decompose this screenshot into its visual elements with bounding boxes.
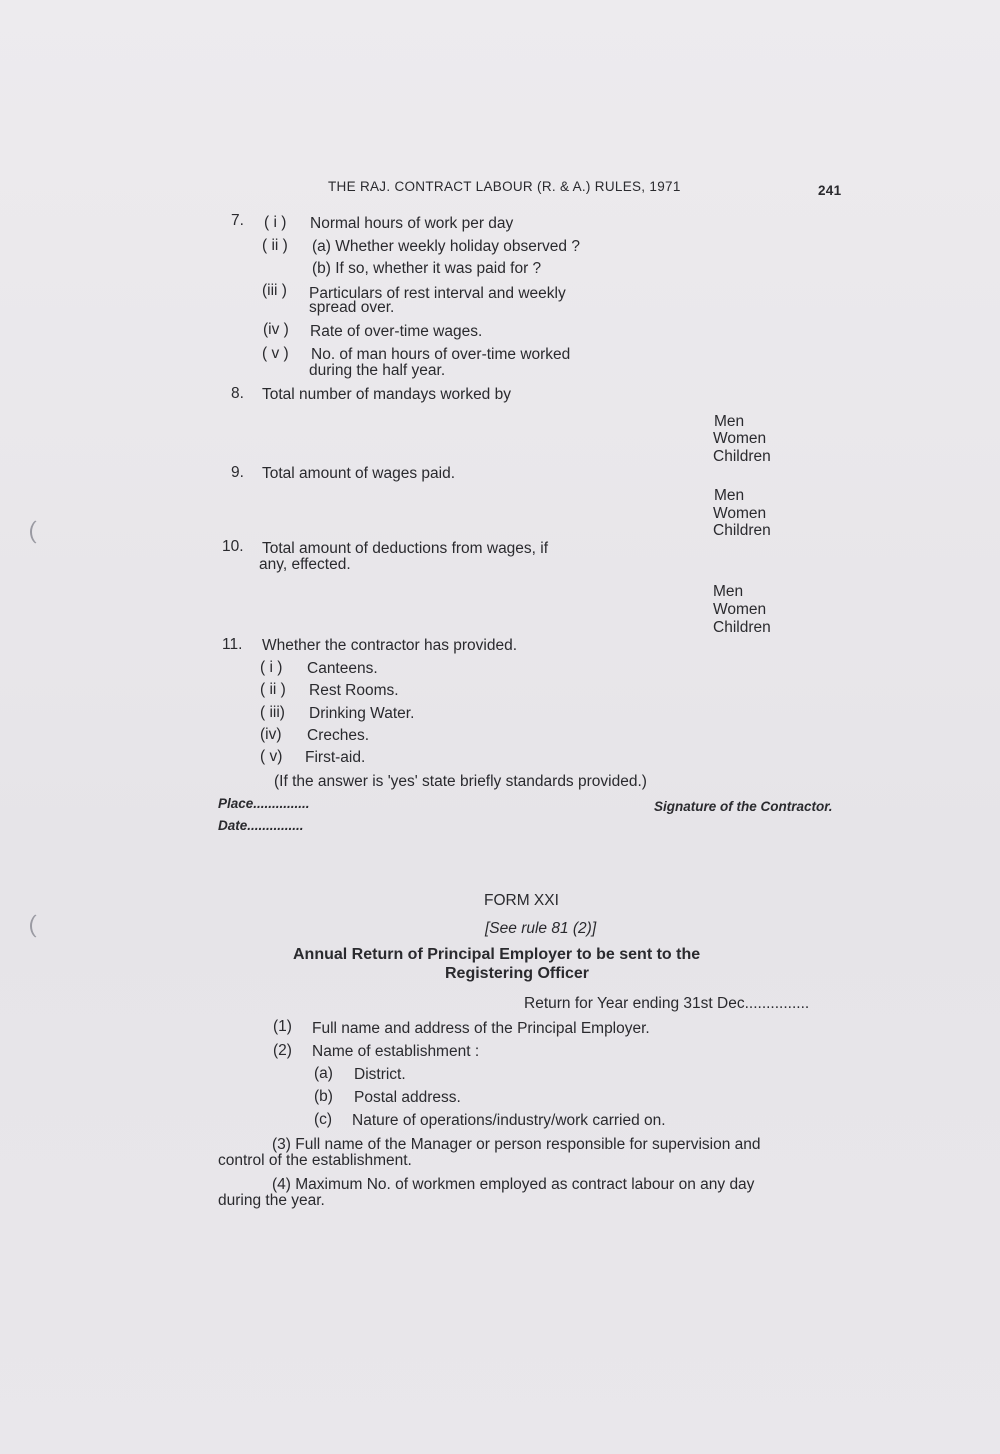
item-11-number: 11.: [222, 636, 243, 653]
item-7-iv-mark: (iv ): [263, 321, 289, 338]
item-7-number: 7.: [231, 212, 244, 229]
item-9-number: 9.: [231, 464, 244, 481]
form-subitem-b-mark: (b): [314, 1088, 333, 1105]
item-7-ii-text: (a) Whether weekly holiday observed ?: [312, 238, 580, 255]
page-number: 241: [818, 183, 842, 198]
item-8-number: 8.: [231, 385, 244, 402]
item-9-men: Men: [714, 487, 745, 504]
form-rule-reference: [See rule 81 (2)]: [485, 920, 597, 937]
item-9-women: Women: [713, 505, 767, 522]
item-8-men: Men: [714, 413, 745, 430]
form-item-1-mark: (1): [273, 1018, 292, 1035]
item-10-children: Children: [713, 619, 771, 636]
running-title: THE RAJ. CONTRACT LABOUR (R. & A.) RULES, 1971: [328, 179, 681, 194]
place-field: Place...............: [218, 796, 310, 811]
item-7-i-mark: ( i ): [264, 214, 287, 231]
item-10-number: 10.: [222, 538, 244, 555]
item-9-children: Children: [713, 522, 771, 539]
form-subitem-c-text: Nature of operations/industry/work carried on.: [352, 1112, 666, 1129]
item-7-iii-mark: (iii ): [262, 282, 287, 299]
form-item-2-mark: (2): [273, 1042, 292, 1059]
item-10-men: Men: [713, 583, 744, 600]
item-8-children: Children: [713, 448, 771, 465]
item-11-ii-text: Rest Rooms.: [309, 682, 399, 699]
item-11-note: (If the answer is 'yes' state briefly standards provided.): [274, 773, 647, 790]
item-9-text: Total amount of wages paid.: [262, 465, 456, 482]
form-subitem-a-mark: (a): [314, 1065, 333, 1082]
item-11-ii-mark: ( ii ): [260, 681, 286, 698]
item-11-iii-mark: ( iii): [260, 704, 285, 721]
form-subitem-b-text: Postal address.: [354, 1089, 461, 1106]
item-7-iii-text: Particulars of rest interval and weekly: [309, 285, 566, 302]
item-11-text: Whether the contractor has provided.: [262, 637, 518, 654]
return-year-line: Return for Year ending 31st Dec...............: [524, 995, 810, 1012]
form-heading-line-2: Registering Officer: [445, 965, 590, 982]
form-heading-line-1: Annual Return of Principal Employer to be sent to the: [293, 946, 701, 963]
punch-hole-mark: [30, 912, 54, 940]
form-subitem-a-text: District.: [354, 1066, 406, 1083]
item-7-iii-text-cont: spread over.: [309, 299, 395, 316]
item-8-women: Women: [713, 430, 767, 447]
form-item-2-text: Name of establishment :: [312, 1043, 480, 1060]
signature-of-contractor: Signature of the Contractor.: [654, 799, 833, 814]
item-11-iii-text: Drinking Water.: [309, 705, 415, 722]
form-title: FORM XXI: [484, 892, 559, 909]
item-11-i-text: Canteens.: [307, 660, 378, 677]
item-11-iv-text: Creches.: [307, 727, 370, 744]
item-7-i-text: Normal hours of work per day: [310, 215, 514, 232]
item-11-iv-mark: (iv): [260, 726, 282, 743]
item-7-ii-mark: ( ii ): [262, 237, 288, 254]
form-item-3-line-1: (3) Full name of the Manager or person responsible for supervision and: [272, 1136, 761, 1153]
item-11-i-mark: ( i ): [260, 659, 283, 676]
item-7-ii-b-text: (b) If so, whether it was paid for ?: [312, 260, 542, 277]
form-item-1-text: Full name and address of the Principal Employer.: [312, 1020, 650, 1037]
date-field: Date...............: [218, 818, 304, 833]
form-item-4-line-1: (4) Maximum No. of workmen employed as contract labour on any day: [272, 1176, 755, 1193]
item-7-v-text-cont: during the half year.: [309, 362, 446, 379]
punch-hole-mark: [30, 518, 54, 546]
item-10-text-cont: any, effected.: [259, 556, 351, 573]
form-item-4-line-2: during the year.: [218, 1192, 325, 1209]
item-8-text: Total number of mandays worked by: [262, 386, 511, 403]
item-11-v-mark: ( v): [260, 748, 283, 765]
item-10-text: Total amount of deductions from wages, if: [262, 540, 549, 557]
form-item-3-line-2: control of the establishment.: [218, 1152, 412, 1169]
item-10-women: Women: [713, 601, 767, 618]
item-7-v-text: No. of man hours of over-time worked: [311, 346, 571, 363]
item-11-v-text: First-aid.: [305, 749, 366, 766]
form-subitem-c-mark: (c): [314, 1111, 333, 1128]
item-7-iv-text: Rate of over-time wages.: [310, 323, 483, 340]
item-7-v-mark: ( v ): [262, 345, 289, 362]
